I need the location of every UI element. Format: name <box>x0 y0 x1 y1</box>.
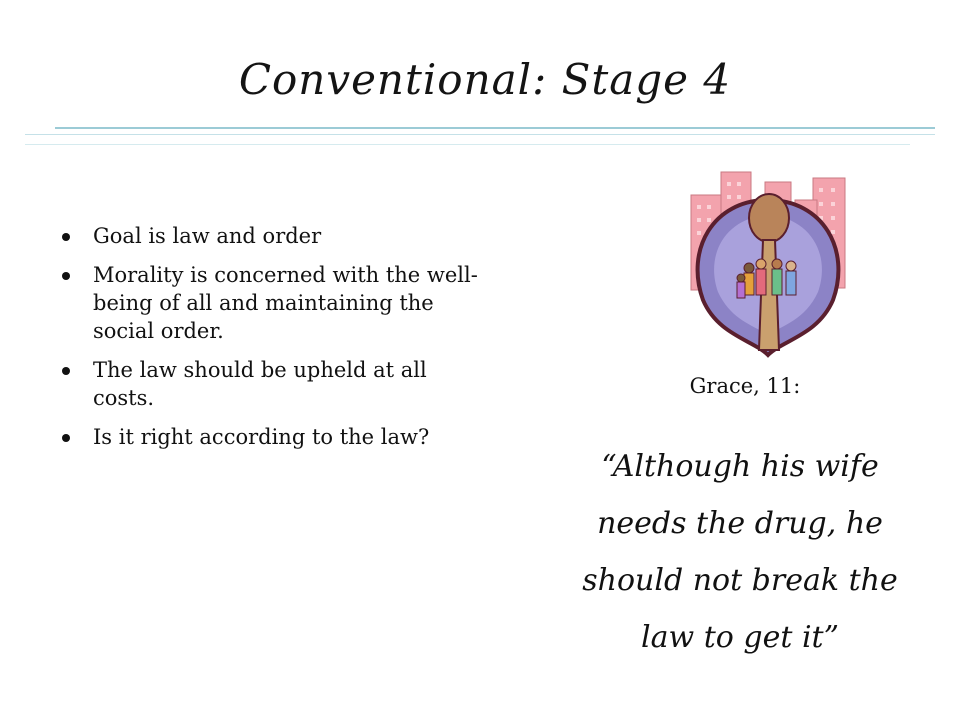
bullet-text: Morality is concerned with the well-being of all and maintaining the social order. <box>93 263 478 343</box>
bullet-item <box>60 261 490 345</box>
bullet-dot <box>62 233 70 241</box>
bullet-dot <box>62 367 70 375</box>
justice-clipart-icon <box>683 160 853 360</box>
bullet-item <box>60 222 490 250</box>
bullet-item <box>60 356 490 412</box>
quote-text: “Although his wife needs the drug, he should not break the law to get it” <box>582 449 898 655</box>
bullet-item <box>60 423 490 451</box>
speaker-caption: Grace, 11: <box>689 374 801 398</box>
bullet-list <box>60 222 490 462</box>
title-divider-faint <box>25 144 910 145</box>
bullet-text: Is it right according to the law? <box>93 425 430 449</box>
title-divider <box>55 127 935 129</box>
bullet-dot <box>62 272 70 280</box>
bullet-text: Goal is law and order <box>93 224 322 248</box>
bullet-dot <box>62 434 70 442</box>
title-divider-thin <box>25 134 935 135</box>
slide-title: Conventional: Stage 4 <box>238 55 732 104</box>
bullet-text: The law should be upheld at all costs. <box>93 358 427 410</box>
